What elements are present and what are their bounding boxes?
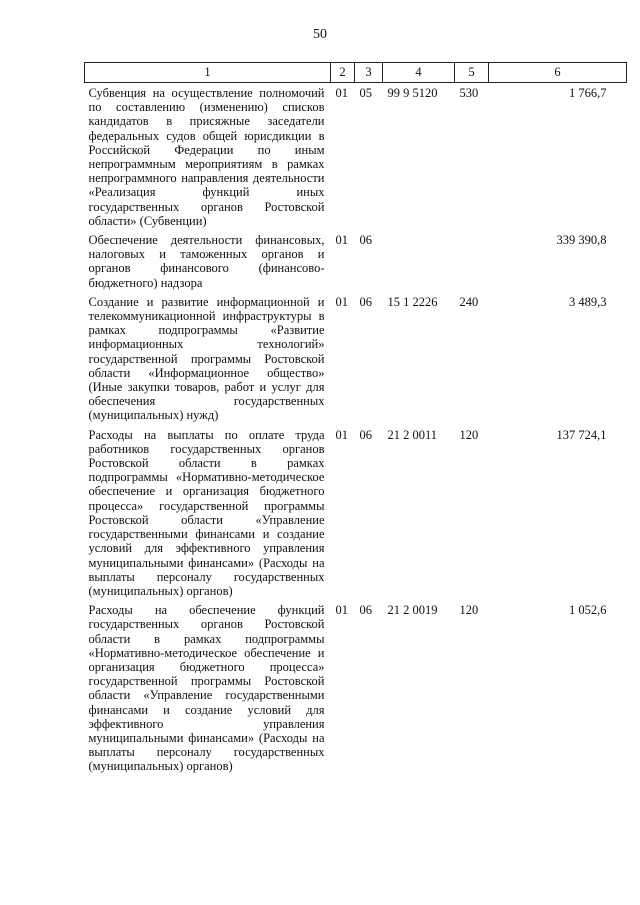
row-amount: 1 052,6 xyxy=(569,603,607,618)
row-section: 01 xyxy=(335,427,348,442)
budget-table xyxy=(84,62,627,779)
row-subsection: 06 xyxy=(359,427,372,442)
row-target-article xyxy=(383,233,455,295)
row-name: Расходы на выплаты по оплате труда работников государственных органов Ростовской области в рамках подпрограммы «Нормативно-методическое обеспечение и организация бюджетного процесса» государственной программы Ростовской области «Управление государственными финансами и создание условий для эффективного управления муниципальными финансами» (Расходы на выплаты персоналу государственных (муниципальных) органов) xyxy=(88,427,325,598)
column-header-target-article: 4 xyxy=(383,63,455,83)
column-header-name: 1 xyxy=(85,63,331,83)
row-target-article: 21 2 0011 xyxy=(387,427,438,442)
row-name: Субвенция на осуществление полномочий по составлению (изменению) списков кандидатов в присяжные заседатели федеральных судов общей юрисдикции в Российской Федерации по иным непрограммным мероприятиям в рамках непрограммного направления деятельности «Реализация функций иных государственных органов Ростовской области» (Субвенции) xyxy=(88,86,325,228)
row-name: Создание и развитие информационной и телекоммуникационной инфраструктуры в рамках подпрограммы «Развитие информационных технологий» государственной программы Ростовской области «Информационное общество» (Иные закупки товаров, работ и услуг для обеспечения государственных (муниципальных) нужд) xyxy=(88,294,325,423)
row-expense-type: 240 xyxy=(459,294,479,309)
row-expense-type xyxy=(455,233,489,295)
row-name: Расходы на обеспечение функций государственных органов Ростовской области в рамках подпрограммы «Нормативно-методическое обеспечение и организация бюджетного процесса» государственной программы Ростовской области «Управление государственными финансами и создание условий для эффективного управления муниципальными финансами» (Расходы на выплаты персоналу государственных (муниципальных) органов) xyxy=(88,603,325,774)
row-section: 01 xyxy=(335,233,348,248)
row-target-article: 21 2 0019 xyxy=(387,603,438,618)
row-expense-type: 120 xyxy=(459,427,479,442)
row-subsection: 06 xyxy=(359,294,372,309)
row-section: 01 xyxy=(335,86,348,100)
table-header-row xyxy=(85,63,627,83)
row-section: 01 xyxy=(335,294,348,309)
row-subsection: 06 xyxy=(359,233,372,248)
row-subsection: 06 xyxy=(359,603,372,618)
row-amount: 3 489,3 xyxy=(569,294,607,309)
table-row xyxy=(85,603,627,778)
column-header-subsection: 3 xyxy=(355,63,383,83)
row-name: Обеспечение деятельности финансовых, налоговых и таможенных органов и органов финансового (финансово-бюджетного) надзора xyxy=(88,233,325,290)
row-target-article: 99 9 5120 xyxy=(387,86,438,100)
row-amount: 137 724,1 xyxy=(556,427,607,442)
row-section: 01 xyxy=(335,603,348,618)
table-row xyxy=(85,295,627,428)
page-number: 50 xyxy=(313,27,327,42)
row-amount: 339 390,8 xyxy=(556,233,607,248)
table-row xyxy=(85,233,627,295)
row-expense-type: 120 xyxy=(459,603,479,618)
row-target-article: 15 1 2226 xyxy=(387,294,438,309)
row-expense-type: 530 xyxy=(459,86,479,100)
row-subsection: 05 xyxy=(359,86,372,100)
column-header-section: 2 xyxy=(331,63,355,83)
table-row xyxy=(85,83,627,234)
column-header-amount: 6 xyxy=(489,63,627,83)
row-amount: 1 766,7 xyxy=(569,86,607,100)
column-header-expense-type: 5 xyxy=(455,63,489,83)
table-row xyxy=(85,428,627,603)
